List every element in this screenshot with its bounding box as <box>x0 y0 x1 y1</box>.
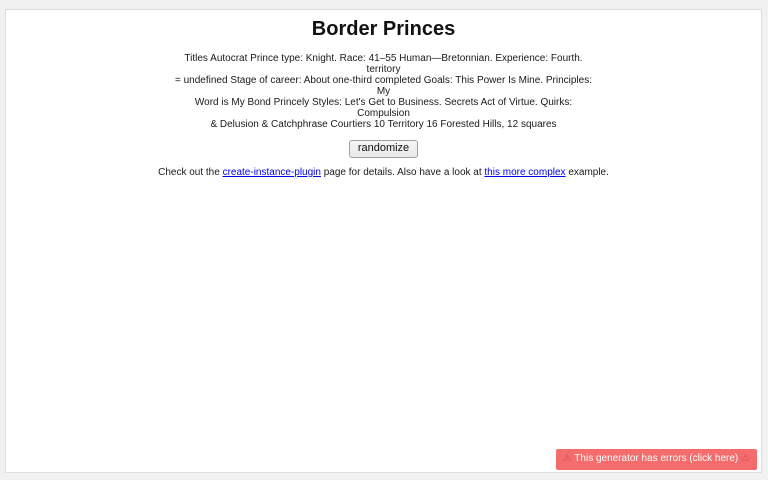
page-title: Border Princes <box>311 18 456 40</box>
error-banner-text: This generator has errors (click here) <box>571 453 742 464</box>
create-instance-plugin-link[interactable]: create-instance-plugin <box>222 167 321 178</box>
description-line: & Delusion & Catchphrase Courtiers 10 Territory 16 Forested Hills, 12 squares <box>210 119 557 130</box>
footer-middle-text: page for details. Also have a look at <box>320 167 485 178</box>
footer-end-text: example. <box>565 167 609 178</box>
description-line: Word is My Bond Princely Styles: Let's Get to Business. Secrets Act of Virtue. Quirks: Compulsion <box>194 97 573 119</box>
footer-note <box>6 167 761 178</box>
error-banner[interactable] <box>556 449 757 470</box>
description-line: = undefined Stage of career: About one-third completed Goals: This Power Is Mine. Principles: My <box>175 75 592 97</box>
randomize-button[interactable]: randomize <box>349 140 418 158</box>
footer-intro-text: Check out the <box>158 167 223 178</box>
page-frame <box>5 9 762 473</box>
generated-description <box>168 53 600 130</box>
warning-icon: ⚠ <box>741 453 750 464</box>
more-complex-example-link[interactable]: this more complex <box>484 167 566 178</box>
description-line: Titles Autocrat Prince type: Knight. Race: 41–55 Human—Bretonnian. Experience: Fourth. territory <box>184 53 583 75</box>
button-row <box>6 138 761 158</box>
warning-icon: ⚠ <box>562 453 572 464</box>
